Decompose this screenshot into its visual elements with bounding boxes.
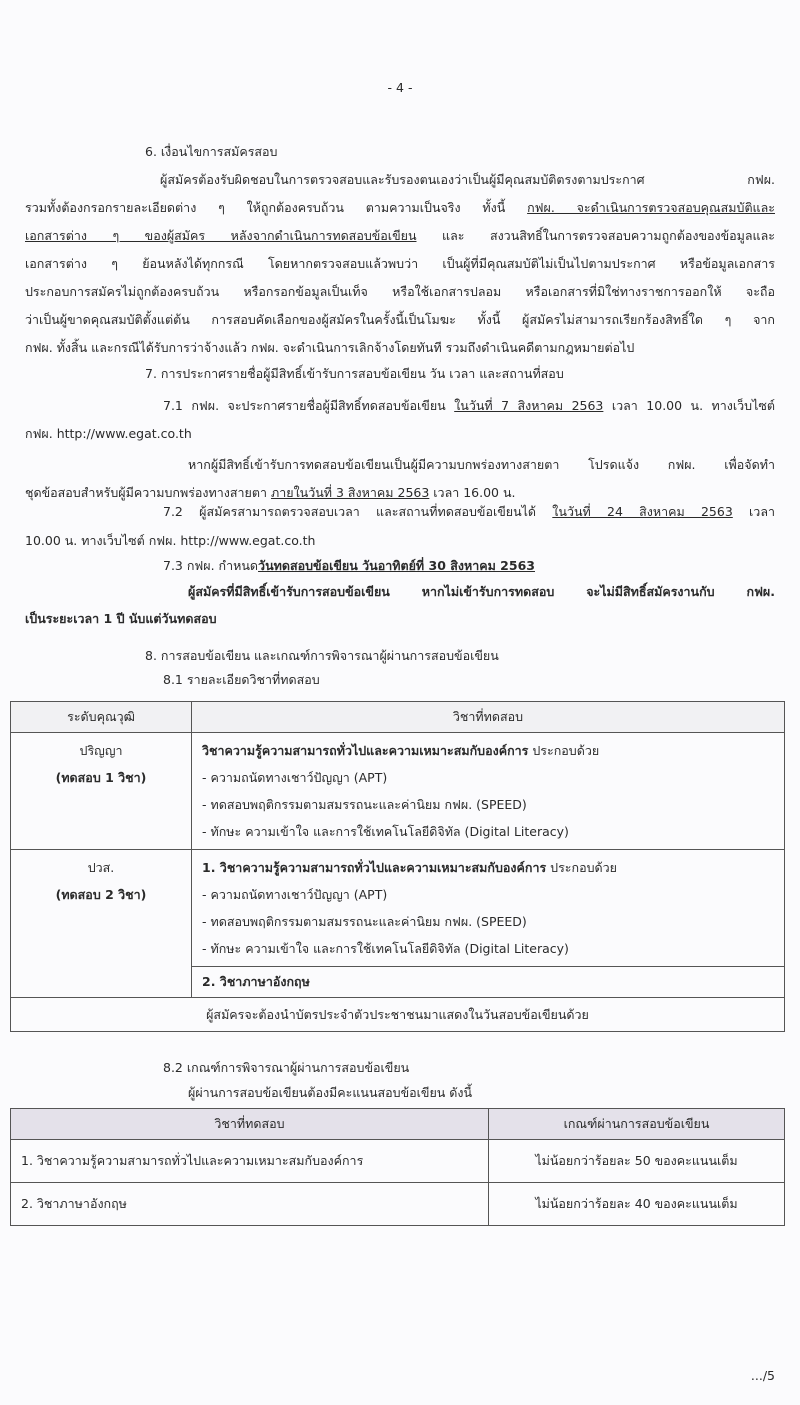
paragraph-line: [25, 483, 775, 503]
underlined-date: ในวันที่ 24 สิงหาคม 2563: [552, 504, 733, 519]
paragraph-line: ผู้ผ่านการสอบข้อเขียนต้องมีคะแนนสอบข้อเขียน ดังนี้: [188, 1085, 473, 1100]
subject-item: - ความถนัดทางเชาว์ปัญญา (APT): [202, 770, 388, 785]
text: เวลา: [732, 504, 776, 519]
subject-cell: 1. วิชาความรู้ความสามารถทั่วไปและความเหมาะสมกับองค์การ: [11, 1140, 489, 1183]
section-7-heading: 7. การประกาศรายชื่อผู้มีสิทธิ์เข้ารับการสอบข้อเขียน วัน เวลา และสถานที่สอบ: [145, 366, 564, 381]
paragraph-line: [163, 396, 775, 416]
subject-item: - ทดสอบพฤติกรรมตามสมรรถนะและค่านิยม กฟผ. (SPEED): [202, 914, 527, 929]
level-cell: [11, 733, 192, 850]
paragraph-line: ประกอบการสมัครไม่ถูกต้องครบถ้วน หรือกรอกข้อมูลเป็นเท็จ หรือใช้เอกสารปลอม หรือเอกสารที่มิใช่ทางราชการออกให้ จะถือ: [25, 284, 775, 299]
paragraph-line: ผู้สมัครต้องรับผิดชอบในการตรวจสอบและรับรองตนเองว่าเป็นผู้มีคุณสมบัติตรงตามประกาศ กฟผ.: [160, 172, 775, 187]
subject-item: - ทดสอบพฤติกรรมตามสมรรถนะและค่านิยม กฟผ. (SPEED): [202, 797, 527, 812]
level-cell: [11, 850, 192, 998]
text: 7.2 ผู้สมัครสามารถตรวจสอบเวลา และสถานที่ทดสอบข้อเขียนได้: [163, 504, 553, 519]
subject-cell: 2. วิชาภาษาอังกฤษ: [11, 1183, 489, 1226]
page-number: - 4 -: [387, 80, 413, 95]
text: 7.1 กฟผ. จะประกาศรายชื่อผู้มีสิทธิ์ทดสอบข้อเขียน: [163, 398, 455, 413]
paragraph-line: หากผู้มีสิทธิ์เข้ารับการทดสอบข้อเขียนเป็นผู้มีความบกพร่องทางสายตา โปรดแจ้ง กฟผ. เพื่อจัดทำ: [188, 457, 775, 472]
subject-item: - ความถนัดทางเชาว์ปัญญา (APT): [202, 887, 388, 902]
subjects-cell: [192, 733, 785, 850]
paragraph-line: เป็นระยะเวลา 1 ปี นับแต่วันทดสอบ: [25, 611, 217, 626]
subject-title: วิชาความรู้ความสามารถทั่วไปและความเหมาะสมกับองค์การ: [202, 743, 529, 758]
column-header: ระดับคุณวุฒิ: [11, 702, 192, 733]
text: และ สงวนสิทธิ์ในการตรวจสอบความถูกต้องของข้อมูลและ: [416, 228, 775, 243]
subsection-8-1: 8.1 รายละเอียดวิชาที่ทดสอบ: [163, 672, 320, 687]
criteria-cell: ไม่น้อยกว่าร้อยละ 50 ของคะแนนเต็ม: [489, 1140, 785, 1183]
paragraph-line: ว่าเป็นผู้ขาดคุณสมบัติตั้งแต่ต้น การสอบคัดเลือกของผู้สมัครในครั้งนี้เป็นโมฆะ ทั้งนี้ ผู้สมัครไม่สามารถเรียกร้องสิทธิ์ใด ๆ จาก: [25, 312, 775, 327]
text: 7.3 กฟผ. กำหนด: [163, 558, 259, 573]
subject-item: - ทักษะ ความเข้าใจ และการใช้เทคโนโลยีดิจิทัล (Digital Literacy): [202, 824, 569, 839]
section-8-heading: 8. การสอบข้อเขียน และเกณฑ์การพิจารณาผู้ผ่านการสอบข้อเขียน: [145, 648, 499, 663]
paragraph-line: 10.00 น. ทางเว็บไซต์ กฟผ. http://www.egat.co.th: [25, 533, 316, 548]
subjects-table: [10, 701, 785, 1032]
column-header: เกณฑ์ผ่านการสอบข้อเขียน: [489, 1109, 785, 1140]
subsection-8-2: 8.2 เกณฑ์การพิจารณาผู้ผ่านการสอบข้อเขียน: [163, 1060, 410, 1075]
subject-count: (ทดสอบ 2 วิชา): [55, 887, 147, 902]
text: ประกอบด้วย: [528, 743, 600, 758]
paragraph-line: ผู้สมัครที่มีสิทธิ์เข้ารับการสอบข้อเขียน หากไม่เข้ารับการทดสอบ จะไม่มีสิทธิ์สมัครงานกับ กฟผ.: [188, 584, 775, 599]
text: เวลา 16.00 น.: [429, 485, 516, 500]
underlined-date: วันทดสอบข้อเขียน วันอาทิตย์ที่ 30 สิงหาคม 2563: [258, 558, 535, 573]
table-row: [11, 733, 785, 850]
table-row: [11, 1140, 785, 1183]
subject-count: (ทดสอบ 1 วิชา): [55, 770, 147, 785]
underlined-text: กฟผ. จะดำเนินการตรวจสอบคุณสมบัติและ: [527, 200, 775, 215]
table-row: [11, 850, 785, 967]
subject-title: 1. วิชาความรู้ความสามารถทั่วไปและความเหมาะสมกับองค์การ: [202, 860, 547, 875]
paragraph-line: เอกสารต่าง ๆ ย้อนหลังได้ทุกกรณี โดยหากตรวจสอบแล้วพบว่า เป็นผู้ที่มีคุณสมบัติไม่เป็นไปตามประกาศ หรือข้อมูลเอกสาร: [25, 256, 775, 271]
text: ชุดข้อสอบสำหรับผู้มีความบกพร่องทางสายตา: [25, 485, 271, 500]
text: รวมทั้งต้องกรอกรายละเอียดต่าง ๆ ให้ถูกต้องครบถ้วน ตามความเป็นจริง ทั้งนี้: [25, 200, 528, 215]
level-name: ปวส.: [87, 860, 115, 875]
subjects-cell: [192, 967, 785, 998]
paragraph-line: [25, 198, 775, 218]
next-page-marker: .../5: [750, 1368, 775, 1383]
paragraph-line: [163, 502, 775, 522]
text: เวลา 10.00 น. ทางเว็บไซต์: [603, 398, 775, 413]
text: ประกอบด้วย: [546, 860, 617, 875]
underlined-date: ในวันที่ 7 สิงหาคม 2563: [454, 398, 604, 413]
table-row: [11, 1183, 785, 1226]
paragraph-line: กฟผ. http://www.egat.co.th: [25, 426, 192, 441]
paragraph-line: [25, 226, 775, 246]
passing-criteria-table: [10, 1108, 785, 1226]
section-6-heading: 6. เงื่อนไขการสมัครสอบ: [145, 144, 278, 159]
subject-item: - ทักษะ ความเข้าใจ และการใช้เทคโนโลยีดิจิทัล (Digital Literacy): [202, 941, 569, 956]
column-header: วิชาที่ทดสอบ: [192, 702, 785, 733]
criteria-cell: ไม่น้อยกว่าร้อยละ 40 ของคะแนนเต็ม: [489, 1183, 785, 1226]
column-header: วิชาที่ทดสอบ: [11, 1109, 489, 1140]
underlined-text: เอกสารต่าง ๆ ของผู้สมัคร หลังจากดำเนินการทดสอบข้อเขียน: [25, 228, 417, 243]
subjects-cell: [192, 850, 785, 967]
underlined-date: ภายในวันที่ 3 สิงหาคม 2563: [270, 485, 430, 500]
paragraph-line: กฟผ. ทั้งสิ้น และกรณีได้รับการว่าจ้างแล้ว กฟผ. จะดำเนินการเลิกจ้างโดยทันที รวมถึงดำเนินคดีตามกฎหมายต่อไป: [25, 340, 635, 355]
paragraph-line: [163, 556, 535, 576]
table-footer-note: ผู้สมัครจะต้องนำบัตรประจำตัวประชาชนมาแสดงในวันสอบข้อเขียนด้วย: [11, 998, 785, 1032]
subject-title: 2. วิชาภาษาอังกฤษ: [202, 974, 310, 989]
level-name: ปริญญา: [79, 743, 123, 758]
